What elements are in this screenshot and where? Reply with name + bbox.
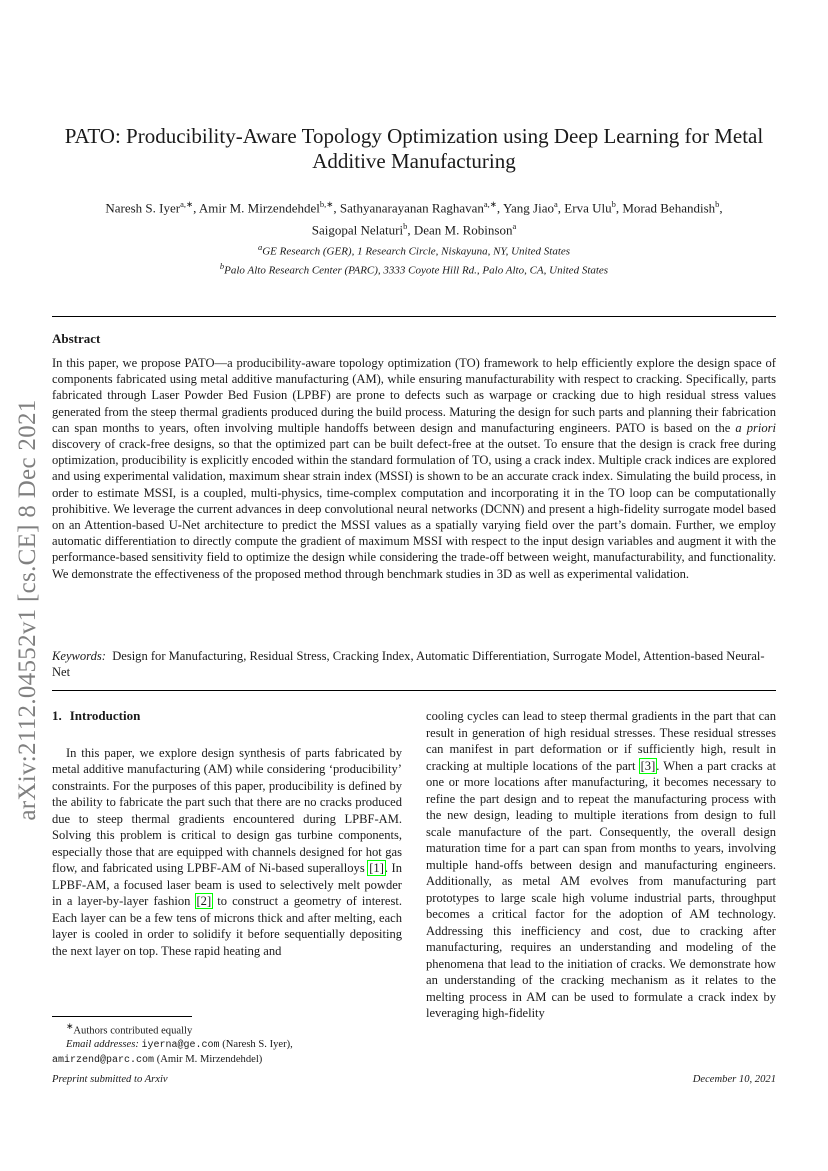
- section-heading: [52, 708, 402, 725]
- author-name: Erva Ulu: [564, 200, 612, 216]
- affiliation: [52, 240, 776, 259]
- top-rule: [52, 316, 776, 317]
- author-name: Sathyanarayanan Raghavan: [339, 200, 484, 216]
- author-name: Yang Jiao: [502, 200, 555, 216]
- author-affiliation-mark: a,∗: [180, 199, 194, 209]
- footer-date: December 10, 2021: [692, 1074, 776, 1085]
- abstract-heading: Abstract: [52, 331, 101, 346]
- citation-link-1[interactable]: [1]: [369, 861, 384, 875]
- author-affiliation-mark: b,∗: [319, 199, 334, 209]
- intro-continued-paragraph: [426, 708, 776, 1022]
- author-name: Saigopal Nelaturi: [311, 222, 404, 238]
- abstract-text-2: discovery of crack-free designs, so that the optimized part can be built defect-free at the outset. To ensure that the design is crack free during optimization, producibility is explicitly encoded within the standard formulation of TO, using a crack index. Multiple crack indices are explored and using experimental validation, maximum shear strain index (MSSI) is shown to be an accurate crack index. Simulating the build process, in order to estimate MSSI, is a coupled, multi-physics, time-complex computation and incorporating it in the TO loop can be computationally prohibitive. We leverage the current advances in deep convolutional neural networks (DCNN) and present a high-fidelity surrogate model based on an Attention-based U-Net architecture to predict the MSSI values as a spatially varying field over the part’s domain. Further, we employ automatic differentiation to directly compute the gradient of maximum MSSI with respect to the input design variables and augment it with the performance-based sensitivity field to optimize the design while considering the trade-off between weight, manufacturability, and functionality. We demonstrate the effectiveness of the proposed method through benchmark studies in 3D as well as experimental validation.: [52, 437, 776, 581]
- section-number: 1.: [52, 708, 62, 723]
- author-name: Amir M. Mirzendehdel: [198, 200, 320, 216]
- author-affiliation-mark: a: [554, 199, 558, 209]
- affiliation-mark: a: [257, 242, 263, 252]
- bottom-rule: [52, 690, 776, 691]
- intro-text-3: to construct a geometry of interest. Each layer can be a few tens of microns thick and after melting, each layer is cooled in order to solidify it before sequentially depositing the next layer on top. These rapid heating and: [52, 894, 402, 958]
- right-text-2: . When a part cracks at one or more locations after manufacturing, it becomes necessary to refine the part design and to repeat the manufacturing process with the new design, leading to multiple iterations from design to full scale manufacture of the part. Consequently, the overall design maturation time for a part can span from months to years, involving multiple hand-offs between design and manufacturing engineers. Additionally, as metal AM evolves from manufacturing part prototypes to large scale high volume industrial parts, throughput becomes a critical factor for the adoption of AM technology. Addressing this inefficiency and cost, due to cracking after manufacturing, requires an understanding and modeling of the phenomena that lead to the initiation of cracks. We demonstrate how an understanding of the cracking mechanism as it relates to the melting process in AM can be used to formulate a crack index by leveraging high-fidelity: [426, 758, 776, 1020]
- author-affiliation-mark: b: [403, 221, 408, 232]
- intro-text-1: In this paper, we explore design synthesis of parts fabricated by metal additive manufacturing (AM) while considering ‘producibility’ constraints. For the purposes of this paper, producibility is defined by the ability to fabricate the part such that there are no cracks produced due to steep thermal gradients encountered during LPBF-AM. Solving this problem is critical to design gas turbine components, especially those that are equipped with channels designed for hot gas flow, and fabricated using LPBF-AM of Ni-based superalloys: [52, 745, 402, 875]
- affiliation-list: [52, 240, 776, 277]
- email-label: Email addresses:: [66, 1039, 139, 1051]
- footnote-star: ∗: [66, 1021, 74, 1031]
- affiliation-mark: b: [219, 260, 225, 271]
- paper-title: PATO: Producibility-Aware Topology Optimization using Deep Learning for Metal Additive Manufacturing: [64, 124, 764, 173]
- arxiv-identifier-text: arXiv:2112.04552v1 [cs.CE] 8 Dec 2021: [14, 399, 41, 821]
- author-affiliation-mark: a: [512, 221, 517, 232]
- right-column: [426, 708, 776, 1022]
- author-affiliation-mark: a,∗: [483, 199, 497, 209]
- email-link-1[interactable]: iyerna@ge.com: [141, 1040, 220, 1052]
- keywords: [52, 648, 776, 680]
- right-text-1: cooling cycles can lead to steep thermal gradients in the part that can result in generation of high residual stresses. These residual stresses can manifest in part deformation or if sufficiently high, result in cracking at multiple locations of the part: [426, 709, 776, 773]
- affiliation: [52, 259, 776, 278]
- footnote-emails: [52, 1038, 402, 1053]
- footnote-contrib-text: Authors contributed equally: [73, 1025, 193, 1037]
- citation-link-2[interactable]: [2]: [196, 894, 212, 908]
- footnote-emails-2: [52, 1053, 402, 1068]
- affiliation-text: GE Research (GER), 1 Research Circle, Niskayuna, NY, United States: [262, 245, 571, 258]
- author-name: Morad Behandish: [622, 200, 716, 216]
- keywords-text: Design for Manufacturing, Residual Stress, Cracking Index, Automatic Differentiation, Surrogate Model, Attention-based Neural-Net: [52, 649, 765, 680]
- section-title: Introduction: [69, 708, 141, 723]
- footer-preprint: Preprint submitted to Arxiv: [52, 1074, 168, 1085]
- affiliation-text: Palo Alto Research Center (PARC), 3333 Coyote Hill Rd., Palo Alto, CA, United States: [224, 264, 609, 277]
- footnotes: [52, 1020, 402, 1067]
- author-affiliation-mark: b: [715, 199, 720, 209]
- abstract-text-1: In this paper, we propose PATO—a producibility-aware topology optimization (TO) framework to help efficiently explore the design space of components fabricated using metal additive manufacturing (AM), while ensuring manufacturability with respect to cracking. Specifically, parts fabricated through Laser Powder Bed Fusion (LPBF) are prone to defects such as warpage or cracking due to high residual stress values generated from the steep thermal gradients produced during the build process. Maturing the design for such parts and planning their fabrication can span months to years, often involving multiple handoffs between design and manufacturing engineers. PATO is based on the: [52, 356, 776, 435]
- citation-link-3[interactable]: [3]: [640, 758, 656, 773]
- author-affiliation-mark: b: [611, 199, 616, 209]
- footnote-contribution: [52, 1020, 402, 1038]
- email-name-2: (Amir M. Mirzendehdel): [156, 1053, 263, 1065]
- footnote-rule: [52, 1016, 192, 1017]
- keywords-label: Keywords:: [52, 649, 106, 663]
- left-column: [52, 708, 402, 959]
- author-name: Dean M. Robinson: [413, 222, 513, 238]
- author-list: Naresh S. Iyer$^{a,∗}$, Amir M. Mirzendehdel$^{b,∗}$, Sathyanarayanan Raghavan$^{a,∗}$, Yang Jiao$^a$, Erva Ulu$^b$, Morad Behandish$^b$, Saigopal Nelaturi$^b$, Dean M. Robinson$^a$: [105, 199, 723, 238]
- abstract-italic: a priori: [735, 420, 776, 435]
- intro-text-2: . In LPBF-AM, a focused laser beam is used to selectively melt powder in a layer-by-layer fashion: [52, 861, 403, 908]
- arxiv-identifier: [6, 360, 50, 860]
- email-link-2[interactable]: amirzend@parc.com: [52, 1054, 155, 1066]
- author-name: Naresh S. Iyer: [105, 200, 181, 216]
- email-name-1: (Naresh S. Iyer),: [222, 1039, 293, 1051]
- intro-paragraph: [52, 745, 402, 960]
- abstract-body: [52, 355, 776, 582]
